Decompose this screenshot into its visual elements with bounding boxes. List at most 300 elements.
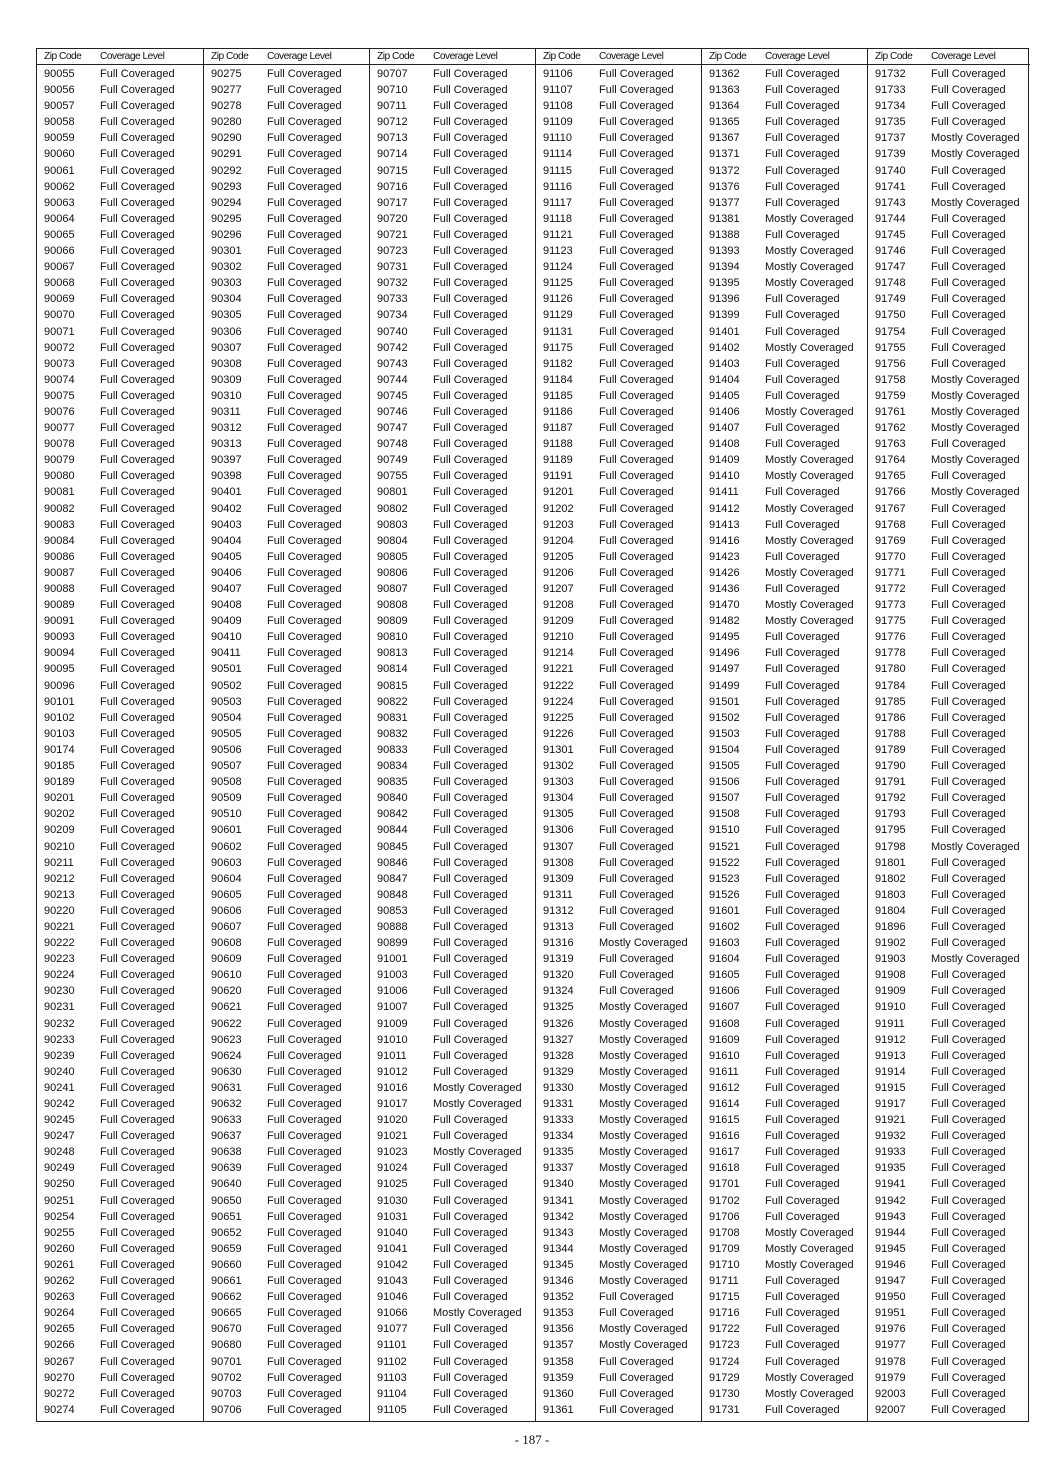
zip-code-cell: 90711: [377, 100, 407, 113]
coverage-level-cell: Full Coveraged: [433, 824, 508, 837]
table-row: [37, 919, 203, 935]
table-row: [702, 839, 867, 855]
coverage-level-cell: Full Coveraged: [100, 776, 175, 789]
table-row: [702, 951, 867, 967]
coverage-level-cell: Full Coveraged: [931, 325, 1006, 338]
table-row: [868, 1193, 1030, 1209]
table-row: [204, 1289, 369, 1305]
coverage-level-cell: Full Coveraged: [267, 1371, 342, 1384]
zip-code-cell: 90501: [211, 663, 242, 676]
table-row: [204, 501, 369, 517]
coverage-level-cell: Mostly Coveraged: [765, 405, 854, 418]
table-row: [702, 1193, 867, 1209]
coverage-table: [36, 48, 1029, 1422]
coverage-level-cell: Full Coveraged: [599, 325, 674, 338]
coverage-level-cell: Full Coveraged: [267, 727, 342, 740]
coverage-level-cell: Full Coveraged: [100, 1291, 175, 1304]
zip-code-cell: 91612: [709, 1081, 740, 1094]
coverage-level-cell: Full Coveraged: [267, 502, 342, 515]
coverage-level-cell: Full Coveraged: [931, 228, 1006, 241]
coverage-level-cell: Full Coveraged: [765, 711, 840, 724]
table-row: [37, 742, 203, 758]
coverage-level-cell: Full Coveraged: [100, 1098, 175, 1110]
zip-code-cell: 91521: [709, 840, 740, 853]
table-row: [204, 404, 369, 420]
coverage-level-cell: Full Coveraged: [267, 647, 342, 660]
table-row: [702, 533, 867, 549]
zip-code-cell: 90715: [377, 164, 408, 177]
zip-code-cell: 90716: [377, 180, 408, 193]
table-row: [702, 163, 867, 179]
table-row: [370, 1209, 535, 1225]
zip-code-cell: 90261: [44, 1258, 75, 1271]
zip-code-cell: 91412: [709, 502, 740, 515]
coverage-level-cell: Full Coveraged: [931, 1065, 1006, 1078]
table-row: [204, 951, 369, 967]
coverage-level-header: Coverage Level: [267, 51, 332, 62]
zip-code-cell: 90714: [377, 148, 408, 161]
table-row: [370, 1354, 535, 1370]
coverage-level-cell: Mostly Coveraged: [599, 1275, 688, 1288]
coverage-level-cell: Mostly Coveraged: [765, 277, 854, 290]
table-row: [536, 678, 701, 694]
table-row: [702, 291, 867, 307]
zip-code-cell: 91793: [875, 808, 906, 821]
table-row: [536, 855, 701, 871]
table-row: [370, 919, 535, 935]
table-row: [536, 935, 701, 951]
zip-code-cell: 91935: [875, 1162, 906, 1175]
zip-code-cell: 90250: [44, 1178, 75, 1191]
coverage-level-cell: Full Coveraged: [931, 937, 1006, 950]
table-row: [536, 597, 701, 613]
zip-code-cell: 90706: [211, 1403, 242, 1416]
table-row: [204, 275, 369, 291]
coverage-level-cell: Mostly Coveraged: [599, 1178, 688, 1191]
table-row: [702, 790, 867, 806]
zip-code-cell: 90303: [211, 277, 242, 290]
coverage-level-cell: Full Coveraged: [267, 856, 342, 869]
coverage-level-cell: Full Coveraged: [433, 550, 508, 563]
zip-code-cell: 90809: [377, 615, 408, 628]
zip-code-header: Zip Code: [543, 51, 581, 62]
coverage-level-cell: Full Coveraged: [100, 760, 175, 773]
coverage-level-cell: Full Coveraged: [765, 1146, 840, 1159]
table-row: [536, 1032, 701, 1048]
zip-code-cell: 90307: [211, 341, 242, 354]
table-row: [536, 613, 701, 629]
coverage-level-cell: Full Coveraged: [765, 1339, 840, 1352]
zip-code-cell: 90222: [44, 937, 75, 950]
coverage-level-cell: Full Coveraged: [100, 808, 175, 821]
table-row: [37, 436, 203, 452]
table-row: [702, 1032, 867, 1048]
table-row: [702, 1354, 867, 1370]
table-row: [370, 533, 535, 549]
zip-code-cell: 90731: [377, 261, 408, 274]
coverage-level-cell: Mostly Coveraged: [433, 1307, 522, 1320]
zip-code-cell: 91333: [543, 1114, 574, 1127]
table-row: [868, 82, 1030, 98]
coverage-level-cell: Full Coveraged: [931, 695, 1006, 708]
table-row: [536, 774, 701, 790]
zip-code-cell: 90651: [211, 1210, 242, 1223]
table-row: [868, 710, 1030, 726]
table-row: [204, 1321, 369, 1337]
zip-code-cell: 91601: [709, 904, 740, 917]
coverage-level-cell: Full Coveraged: [433, 261, 508, 274]
table-row: [702, 66, 867, 82]
table-row: [204, 324, 369, 340]
table-row: [370, 1386, 535, 1402]
zip-code-cell: 91316: [543, 937, 574, 950]
coverage-level-cell: Full Coveraged: [931, 1162, 1006, 1175]
table-row: [37, 1402, 203, 1418]
table-row: [204, 1370, 369, 1386]
zip-code-cell: 90265: [44, 1323, 75, 1336]
zip-code-cell: 90604: [211, 872, 242, 885]
table-row: [204, 1337, 369, 1353]
coverage-level-cell: Full Coveraged: [765, 1355, 840, 1368]
table-row: [204, 1016, 369, 1032]
table-row: [536, 356, 701, 372]
zip-code-cell: 90502: [211, 679, 242, 692]
coverage-level-cell: Full Coveraged: [433, 1355, 508, 1368]
zip-code-cell: 91125: [543, 277, 573, 290]
zip-code-cell: 90230: [44, 985, 75, 998]
zip-code-cell: 91769: [875, 534, 906, 547]
table-row: [37, 613, 203, 629]
table-row: [204, 340, 369, 356]
zip-code-cell: 90067: [44, 261, 75, 274]
coverage-level-cell: Full Coveraged: [267, 454, 342, 467]
zip-code-cell: 91107: [543, 84, 573, 97]
zip-code-cell: 91011: [377, 1049, 407, 1062]
zip-code-cell: 90723: [377, 245, 408, 258]
table-row: [204, 742, 369, 758]
zip-code-cell: 91729: [709, 1371, 740, 1384]
coverage-level-cell: Full Coveraged: [765, 760, 840, 773]
table-row: [370, 243, 535, 259]
zip-code-cell: 90224: [44, 969, 75, 982]
zip-code-cell: 91804: [875, 904, 906, 917]
table-row: [204, 307, 369, 323]
table-row: [37, 163, 203, 179]
coverage-level-cell: Full Coveraged: [765, 824, 840, 837]
zip-code-cell: 91917: [875, 1098, 906, 1110]
table-row: [536, 1273, 701, 1289]
table-row: [370, 710, 535, 726]
coverage-level-cell: Full Coveraged: [599, 405, 674, 418]
table-row: [204, 372, 369, 388]
zip-code-cell: 90213: [44, 888, 75, 901]
zip-code-cell: 91224: [543, 695, 574, 708]
coverage-level-cell: Mostly Coveraged: [931, 454, 1020, 467]
zip-code-cell: 90223: [44, 953, 75, 966]
coverage-level-cell: Full Coveraged: [100, 1114, 175, 1127]
zip-code-cell: 90844: [377, 824, 408, 837]
zip-code-cell: 91361: [543, 1403, 574, 1416]
coverage-level-cell: Full Coveraged: [433, 647, 508, 660]
zip-code-cell: 91499: [709, 679, 740, 692]
table-row: [37, 517, 203, 533]
zip-code-cell: 90063: [44, 196, 75, 209]
coverage-level-header: Coverage Level: [433, 51, 498, 62]
coverage-level-cell: Full Coveraged: [433, 84, 508, 97]
coverage-level-cell: Mostly Coveraged: [765, 341, 854, 354]
table-row: [868, 887, 1030, 903]
zip-code-cell: 91508: [709, 808, 740, 821]
zip-code-cell: 91910: [875, 1001, 906, 1014]
zip-code-cell: 91747: [875, 261, 906, 274]
table-row: [868, 259, 1030, 275]
table-row: [370, 790, 535, 806]
zip-code-cell: 91046: [377, 1291, 408, 1304]
zip-code-cell: 91702: [709, 1194, 740, 1207]
zip-code-cell: 91788: [875, 727, 906, 740]
zip-code-cell: 90510: [211, 808, 242, 821]
table-row: [37, 1273, 203, 1289]
coverage-level-cell: Full Coveraged: [267, 760, 342, 773]
table-row: [536, 1241, 701, 1257]
table-row: [868, 533, 1030, 549]
coverage-level-cell: Mostly Coveraged: [433, 1098, 522, 1110]
table-row: [204, 452, 369, 468]
table-row: [536, 114, 701, 130]
zip-code-cell: 91505: [709, 760, 740, 773]
table-row: [370, 82, 535, 98]
zip-code-cell: 91003: [377, 969, 408, 982]
table-row: [868, 130, 1030, 146]
coverage-level-cell: Full Coveraged: [433, 1194, 508, 1207]
zip-code-cell: 90717: [377, 196, 408, 209]
zip-code-cell: 90605: [211, 888, 242, 901]
table-row: [37, 1337, 203, 1353]
coverage-level-cell: Full Coveraged: [267, 1210, 342, 1223]
coverage-level-cell: Full Coveraged: [931, 808, 1006, 821]
table-row: [37, 1321, 203, 1337]
table-row: [702, 259, 867, 275]
table-row: [370, 1241, 535, 1257]
coverage-level-cell: Full Coveraged: [931, 1001, 1006, 1014]
table-row: [370, 1144, 535, 1160]
zip-code-cell: 90081: [44, 486, 75, 499]
coverage-level-cell: Full Coveraged: [433, 405, 508, 418]
coverage-level-cell: Full Coveraged: [765, 1001, 840, 1014]
zip-code-cell: 91765: [875, 470, 906, 483]
coverage-level-cell: Full Coveraged: [931, 969, 1006, 982]
table-row: [868, 629, 1030, 645]
coverage-level-cell: Full Coveraged: [765, 1114, 840, 1127]
zip-code-cell: 90624: [211, 1049, 242, 1062]
coverage-level-cell: Full Coveraged: [931, 1355, 1006, 1368]
table-row: [702, 340, 867, 356]
zip-code-cell: 90748: [377, 438, 408, 451]
zip-code-cell: 90277: [211, 84, 242, 97]
coverage-level-cell: Full Coveraged: [267, 711, 342, 724]
zip-code-cell: 90312: [211, 422, 242, 435]
zip-code-cell: 92007: [875, 1403, 906, 1416]
coverage-level-cell: Full Coveraged: [100, 1371, 175, 1384]
coverage-level-cell: Full Coveraged: [599, 196, 674, 209]
table-row: [868, 1144, 1030, 1160]
zip-code-cell: 91371: [709, 148, 740, 161]
table-row: [370, 372, 535, 388]
zip-code-cell: 90606: [211, 904, 242, 917]
coverage-level-cell: Full Coveraged: [100, 566, 175, 579]
table-row: [702, 484, 867, 500]
table-row: [370, 98, 535, 114]
zip-code-cell: 90066: [44, 245, 75, 258]
coverage-level-cell: Full Coveraged: [100, 277, 175, 290]
table-row: [536, 1257, 701, 1273]
column-group: [867, 49, 1030, 1421]
zip-code-cell: 90670: [211, 1323, 242, 1336]
table-row: [536, 1321, 701, 1337]
coverage-level-cell: Full Coveraged: [267, 776, 342, 789]
coverage-level-cell: Full Coveraged: [599, 389, 674, 402]
coverage-level-cell: Full Coveraged: [765, 357, 840, 370]
table-row: [370, 1112, 535, 1128]
zip-code-cell: 91722: [709, 1323, 740, 1336]
table-row: [536, 275, 701, 291]
zip-code-cell: 91605: [709, 969, 740, 982]
table-row: [204, 710, 369, 726]
table-row: [536, 1144, 701, 1160]
zip-code-cell: 90304: [211, 293, 242, 306]
zip-code-cell: 91411: [709, 486, 739, 499]
table-row: [37, 501, 203, 517]
zip-code-cell: 90404: [211, 534, 242, 547]
zip-code-cell: 91066: [377, 1307, 408, 1320]
table-row: [204, 967, 369, 983]
zip-code-cell: 91043: [377, 1275, 408, 1288]
table-row: [868, 1032, 1030, 1048]
coverage-level-cell: Full Coveraged: [100, 261, 175, 274]
coverage-level-cell: Mostly Coveraged: [599, 1081, 688, 1094]
zip-code-cell: 91932: [875, 1130, 906, 1143]
zip-code-cell: 91077: [377, 1323, 408, 1336]
coverage-level-cell: Full Coveraged: [100, 1194, 175, 1207]
table-row: [868, 758, 1030, 774]
coverage-level-cell: Full Coveraged: [931, 1275, 1006, 1288]
table-row: [204, 887, 369, 903]
zip-code-cell: 91744: [875, 212, 906, 225]
coverage-level-cell: Full Coveraged: [765, 325, 840, 338]
zip-code-cell: 91947: [875, 1275, 906, 1288]
zip-code-cell: 90503: [211, 695, 242, 708]
table-row: [204, 211, 369, 227]
table-row: [702, 1176, 867, 1192]
table-row: [868, 999, 1030, 1015]
table-row: [37, 130, 203, 146]
table-row: [702, 1289, 867, 1305]
table-row: [868, 1176, 1030, 1192]
table-row: [536, 1096, 701, 1112]
zip-code-cell: 91706: [709, 1210, 740, 1223]
table-row: [370, 661, 535, 677]
coverage-level-cell: Full Coveraged: [267, 148, 342, 161]
zip-code-cell: 91393: [709, 245, 740, 258]
coverage-level-cell: Full Coveraged: [267, 180, 342, 193]
zip-code-cell: 90290: [211, 132, 242, 145]
zip-code-cell: 90508: [211, 776, 242, 789]
coverage-level-cell: Full Coveraged: [433, 518, 508, 531]
table-row: [868, 1160, 1030, 1176]
zip-code-cell: 91911: [875, 1017, 905, 1030]
coverage-level-cell: Full Coveraged: [931, 116, 1006, 129]
zip-code-cell: 90291: [211, 148, 242, 161]
coverage-level-cell: Full Coveraged: [765, 309, 840, 322]
zip-code-cell: 91607: [709, 1001, 740, 1014]
table-row: [536, 1209, 701, 1225]
zip-code-cell: 91523: [709, 872, 740, 885]
table-row: [536, 758, 701, 774]
coverage-level-cell: Full Coveraged: [100, 953, 175, 966]
coverage-level-cell: Full Coveraged: [433, 792, 508, 805]
coverage-level-header: Coverage Level: [931, 51, 996, 62]
table-row: [868, 774, 1030, 790]
coverage-level-cell: Full Coveraged: [931, 1291, 1006, 1304]
table-row: [370, 1305, 535, 1321]
coverage-level-cell: Full Coveraged: [433, 180, 508, 193]
coverage-level-cell: Full Coveraged: [931, 180, 1006, 193]
coverage-level-cell: Full Coveraged: [267, 679, 342, 692]
zip-code-cell: 91209: [543, 615, 574, 628]
zip-code-cell: 90712: [377, 116, 408, 129]
zip-code-cell: 91604: [709, 953, 740, 966]
zip-code-cell: 90807: [377, 583, 408, 595]
table-row: [702, 1225, 867, 1241]
coverage-level-cell: Full Coveraged: [100, 438, 175, 451]
zip-code-cell: 90803: [377, 518, 408, 531]
table-row: [868, 307, 1030, 323]
zip-code-cell: 91329: [543, 1065, 574, 1078]
coverage-level-cell: Full Coveraged: [267, 422, 342, 435]
table-row: [37, 114, 203, 130]
table-row: [37, 839, 203, 855]
coverage-level-cell: Full Coveraged: [433, 969, 508, 982]
table-row: [370, 1225, 535, 1241]
coverage-level-cell: Full Coveraged: [765, 1194, 840, 1207]
zip-code-cell: 91945: [875, 1242, 906, 1255]
table-row: [868, 645, 1030, 661]
coverage-level-cell: Full Coveraged: [267, 1049, 342, 1062]
table-row: [702, 146, 867, 162]
coverage-level-cell: Full Coveraged: [931, 1017, 1006, 1030]
zip-code-cell: 90211: [44, 856, 74, 869]
zip-code-cell: 91496: [709, 647, 740, 660]
table-row: [536, 324, 701, 340]
coverage-level-cell: Full Coveraged: [599, 679, 674, 692]
table-row: [204, 1144, 369, 1160]
coverage-level-cell: Full Coveraged: [433, 325, 508, 338]
table-row: [370, 1193, 535, 1209]
table-row: [702, 1321, 867, 1337]
zip-code-cell: 91618: [709, 1162, 740, 1175]
coverage-level-cell: Full Coveraged: [599, 727, 674, 740]
zip-code-cell: 91403: [709, 357, 740, 370]
zip-code-cell: 90403: [211, 518, 242, 531]
coverage-level-cell: Full Coveraged: [433, 389, 508, 402]
table-row: [536, 163, 701, 179]
zip-code-cell: 90056: [44, 84, 75, 97]
coverage-level-cell: Full Coveraged: [765, 888, 840, 901]
table-row: [37, 404, 203, 420]
coverage-level-cell: Full Coveraged: [433, 1049, 508, 1062]
table-row: [370, 983, 535, 999]
coverage-level-cell: Full Coveraged: [100, 518, 175, 531]
